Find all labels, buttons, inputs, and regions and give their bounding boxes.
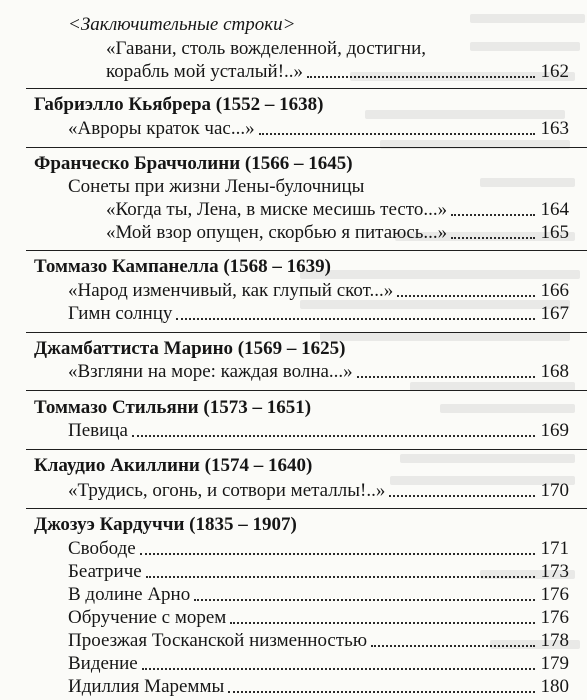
entry-title: Свободе: [68, 538, 136, 559]
section-divider: [26, 390, 587, 391]
toc-entry: [68, 584, 569, 606]
entry-title: В долине Арно: [68, 584, 191, 605]
toc-entry: [106, 61, 569, 83]
toc-entry: [106, 38, 569, 60]
toc-entry: [68, 607, 569, 629]
toc-entry: [68, 561, 569, 583]
entry-title: Проезжая Тосканской низменностью: [68, 630, 368, 651]
page-number: 171: [540, 538, 569, 559]
dot-leader: [389, 494, 534, 497]
dot-leader: [176, 317, 534, 320]
page-number: 164: [540, 199, 569, 220]
dot-leader: [142, 667, 535, 670]
entry-title: «Народ изменчивый, как глупый скот...»: [68, 280, 394, 301]
dot-leader: [140, 552, 535, 555]
dot-leader: [451, 236, 534, 239]
author-heading: Томмазо Кампанелла (1568 – 1639): [34, 256, 332, 277]
dot-leader: [307, 75, 534, 78]
page-number: 178: [540, 630, 569, 651]
page-number: 165: [540, 222, 569, 243]
toc-entry: [68, 303, 569, 325]
entry-title: «Трудись, огонь, и сотвори металлы!..»: [68, 480, 386, 501]
toc-entry: [68, 118, 569, 140]
entry-title: Певица: [68, 420, 128, 441]
toc-entry: [68, 420, 569, 442]
page-number: 179: [540, 653, 569, 674]
entry-title: «Гавани, столь вожделенной, достигни,: [106, 38, 427, 59]
section-divider: [26, 88, 587, 89]
entry-title: «Взгляни на море: каждая волна...»: [68, 361, 353, 382]
page-number: 176: [540, 584, 569, 605]
section-divider: [26, 508, 587, 509]
author-heading: Клаудио Акиллини (1574 – 1640): [34, 455, 313, 476]
dot-leader: [146, 575, 535, 578]
page-number: 162: [540, 61, 569, 82]
page-number: 166: [540, 280, 569, 301]
author-heading: Франческо Браччолини (1566 – 1645): [34, 153, 353, 174]
section-divider: [26, 332, 587, 333]
toc-entry: [68, 653, 569, 675]
dot-leader: [451, 213, 534, 216]
toc-entry: [68, 630, 569, 652]
dot-leader: [194, 598, 534, 601]
author-heading: Габриэлло Кьябрера (1552 – 1638): [34, 94, 324, 115]
author-heading: Джозуэ Кардуччи (1835 – 1907): [34, 514, 297, 535]
section-label: <Заключительные строки>: [68, 14, 296, 35]
entry-title: Идиллия Мареммы: [68, 676, 225, 697]
section-divider: [26, 449, 587, 450]
entry-title: Гимн солнцу: [68, 303, 173, 324]
author-heading: Джамбаттиста Марино (1569 – 1625): [34, 338, 346, 359]
dot-leader: [230, 621, 534, 624]
page-number: 167: [540, 303, 569, 324]
toc-entry: [68, 280, 569, 302]
toc-entry: [106, 222, 569, 244]
dot-leader: [371, 644, 534, 647]
entry-title: «Авроры краток час...»: [68, 118, 255, 139]
section-divider: [26, 147, 587, 148]
page-number: 170: [540, 480, 569, 501]
cycle-title: Сонеты при жизни Лены-булочницы: [68, 176, 365, 197]
entry-title: корабль мой усталый!..»: [106, 61, 304, 82]
dot-leader: [228, 690, 534, 693]
toc-entry: [68, 480, 569, 502]
entry-title: Видение: [68, 653, 138, 674]
page-number: 169: [540, 420, 569, 441]
author-heading: Томмазо Стильяни (1573 – 1651): [34, 397, 312, 418]
page-number: 180: [540, 676, 569, 697]
entry-title: «Мой взор опущен, скорбью я питаюсь...»: [106, 222, 448, 243]
toc-entry: [68, 538, 569, 560]
page-number: 176: [540, 607, 569, 628]
entry-title: Беатриче: [68, 561, 142, 582]
page-number: 168: [540, 361, 569, 382]
page-number: 163: [540, 118, 569, 139]
toc-entry: [106, 199, 569, 221]
toc-entry: [68, 676, 569, 698]
entry-title: Обручение с морем: [68, 607, 227, 628]
section-divider: [26, 250, 587, 251]
dot-leader: [259, 132, 535, 135]
dot-leader: [132, 434, 535, 437]
entry-title: «Когда ты, Лена, в миске месишь тесто...»: [106, 199, 448, 220]
toc-entry: [68, 361, 569, 383]
page-number: 173: [540, 561, 569, 582]
dot-leader: [397, 294, 534, 297]
dot-leader: [357, 375, 535, 378]
